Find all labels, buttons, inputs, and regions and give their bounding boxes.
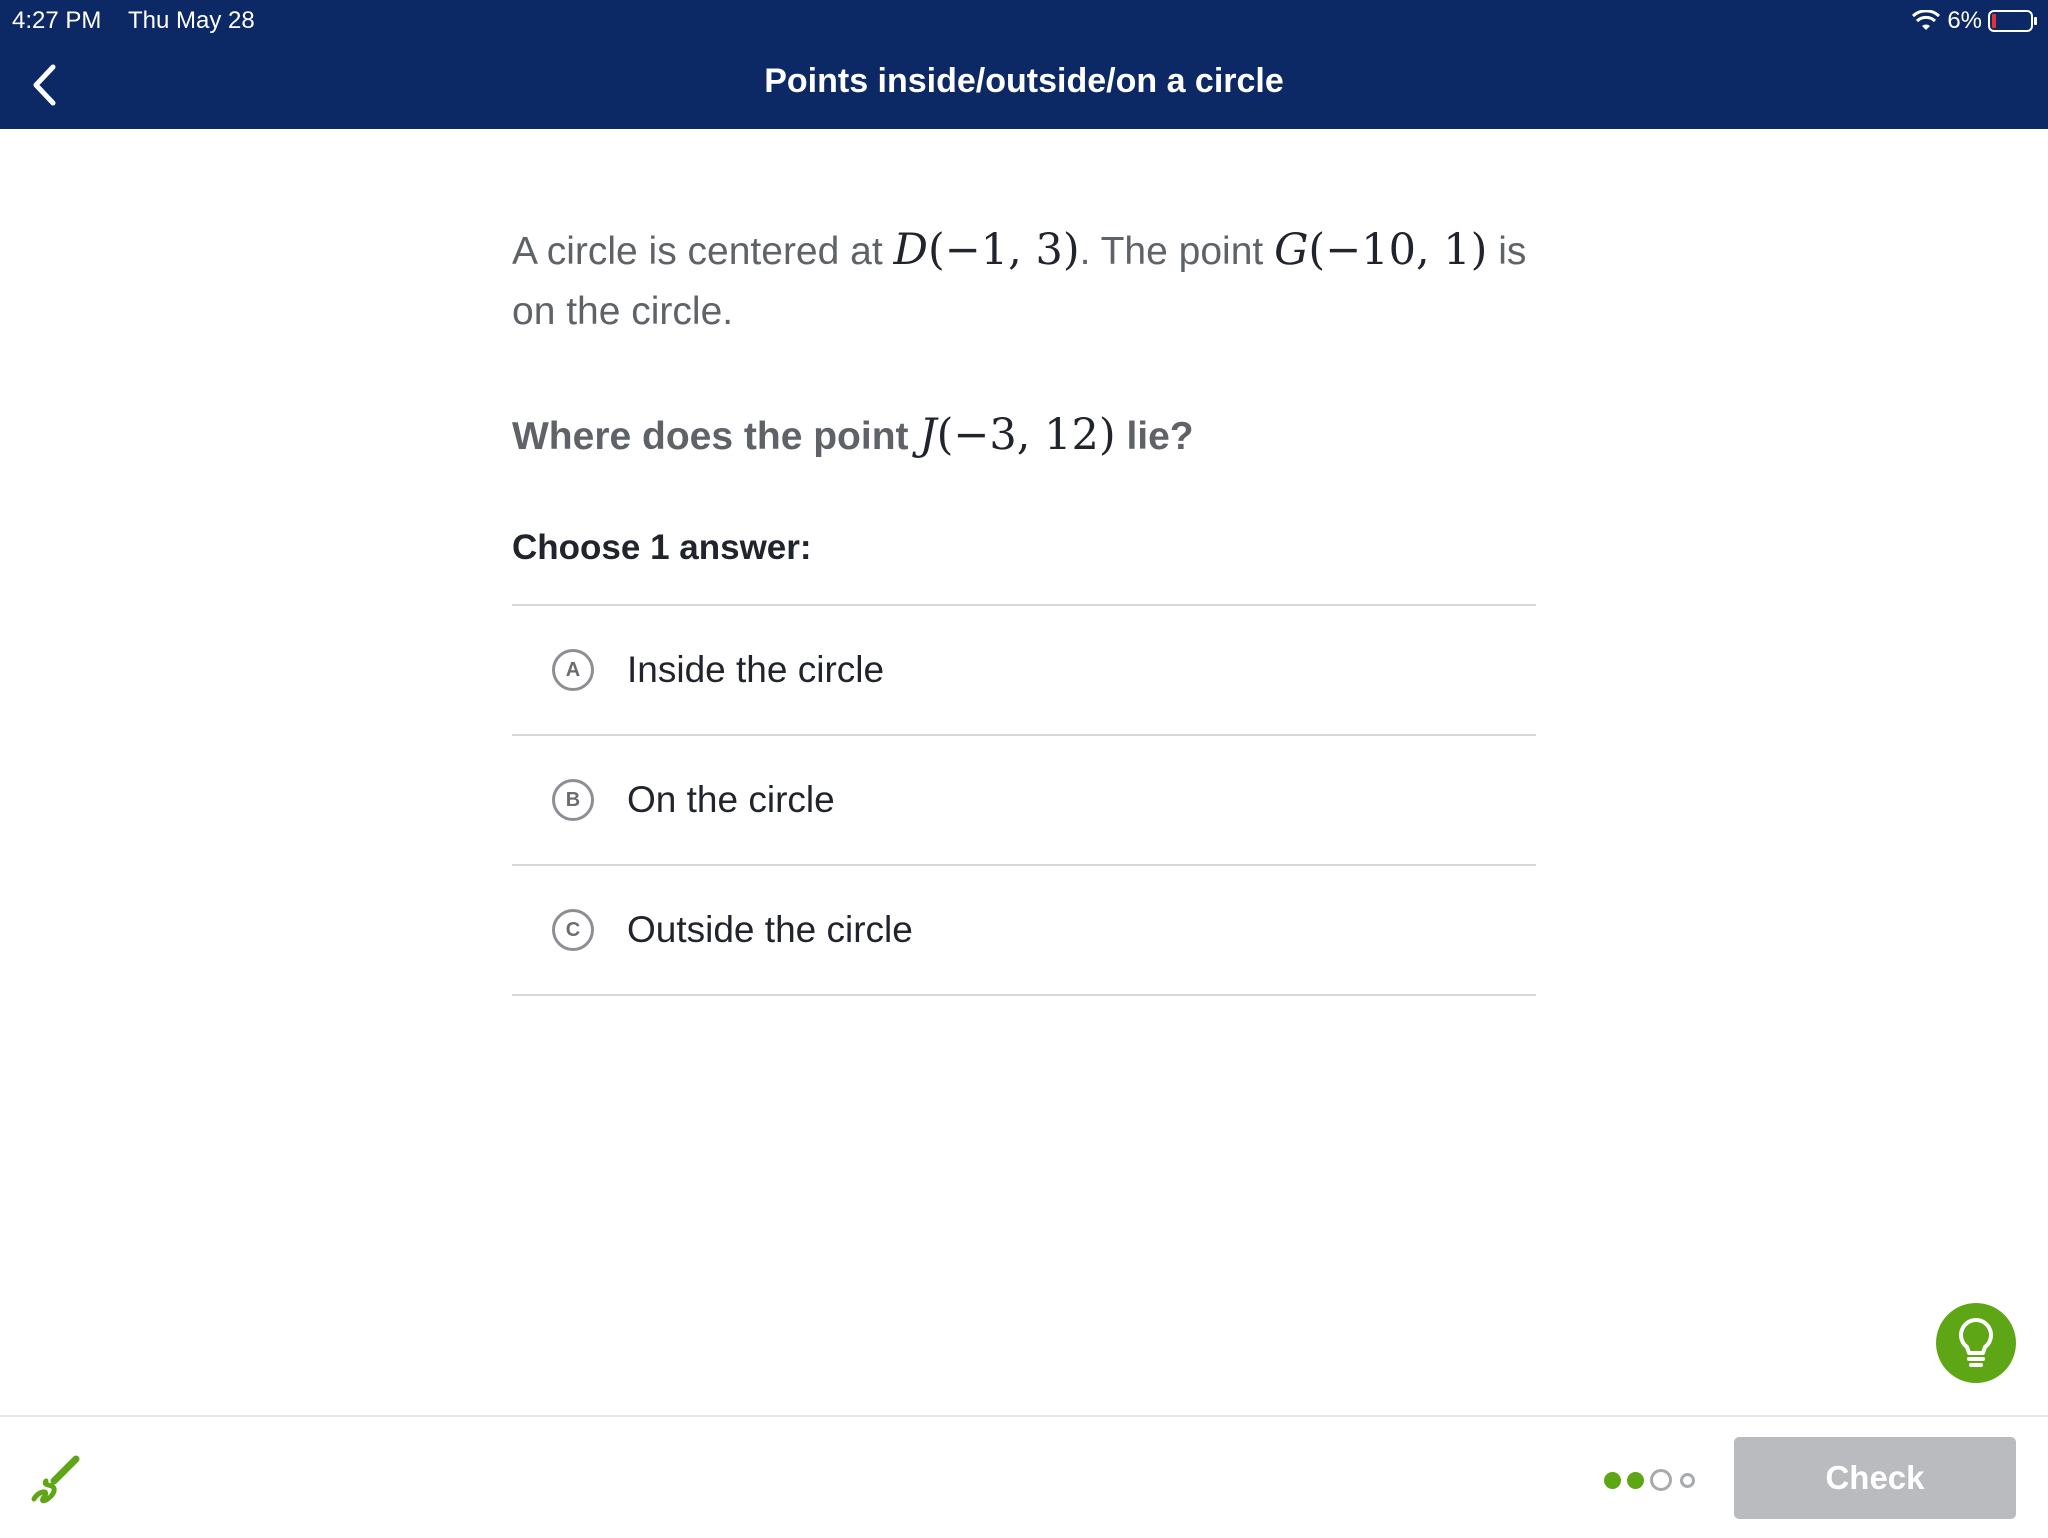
battery-icon <box>1988 9 2038 33</box>
problem-statement <box>512 220 1536 342</box>
choose-label: Choose 1 answer: <box>512 528 812 567</box>
answer-option-c[interactable] <box>512 866 1536 996</box>
check-button[interactable]: Check <box>1734 1437 2016 1519</box>
question-suffix: lie? <box>1115 415 1194 458</box>
progress-indicator <box>1604 1469 1695 1491</box>
status-bar <box>0 0 2048 40</box>
footer-bar <box>0 1415 2048 1538</box>
answer-option-b[interactable] <box>512 736 1536 866</box>
question <box>512 410 1536 460</box>
wifi-icon <box>1911 10 1941 32</box>
answer-option-a[interactable] <box>512 606 1536 736</box>
app-header <box>0 0 2048 129</box>
answer-text-c: Outside the circle <box>627 909 913 950</box>
answer-text-b: On the circle <box>627 779 835 820</box>
progress-dot-4 <box>1680 1473 1695 1488</box>
point-d-name: D <box>893 225 928 275</box>
point-g-name: G <box>1274 225 1309 275</box>
exercise-content <box>512 220 1536 996</box>
lightbulb-icon <box>1956 1317 1996 1369</box>
progress-dot-2 <box>1627 1472 1644 1489</box>
progress-dot-1 <box>1604 1472 1621 1489</box>
hint-button[interactable] <box>1936 1303 2016 1383</box>
problem-text-1: A circle is centered at <box>512 230 894 273</box>
problem-text-2: . The point <box>1079 230 1275 273</box>
point-j <box>919 410 1115 460</box>
progress-dot-3 <box>1650 1469 1672 1491</box>
point-j-name: J <box>919 410 937 460</box>
question-prefix: Where does the point <box>512 415 920 458</box>
status-indicators <box>1911 7 2038 35</box>
status-time: 4:27 PM <box>12 7 102 34</box>
answer-text-a: Inside the circle <box>627 649 885 690</box>
point-g <box>1274 225 1487 275</box>
answer-list <box>512 604 1536 996</box>
answer-letter-a: A <box>552 649 594 691</box>
battery-percentage: 6% <box>1947 7 1982 34</box>
status-date: Thu May 28 <box>128 7 255 34</box>
scratchpad-pencil-icon[interactable] <box>28 1453 82 1507</box>
answer-letter-b: B <box>552 779 594 821</box>
point-d <box>894 225 1080 275</box>
answer-letter-c: C <box>552 909 594 951</box>
point-j-coords: (−3, 12) <box>936 410 1116 460</box>
point-d-coords: (−1, 3) <box>928 225 1080 275</box>
point-g-coords: (−10, 1) <box>1308 225 1488 275</box>
problem-text-3: is on the circle. <box>512 230 1527 333</box>
page-title: Points inside/outside/on a circle <box>764 62 1284 100</box>
